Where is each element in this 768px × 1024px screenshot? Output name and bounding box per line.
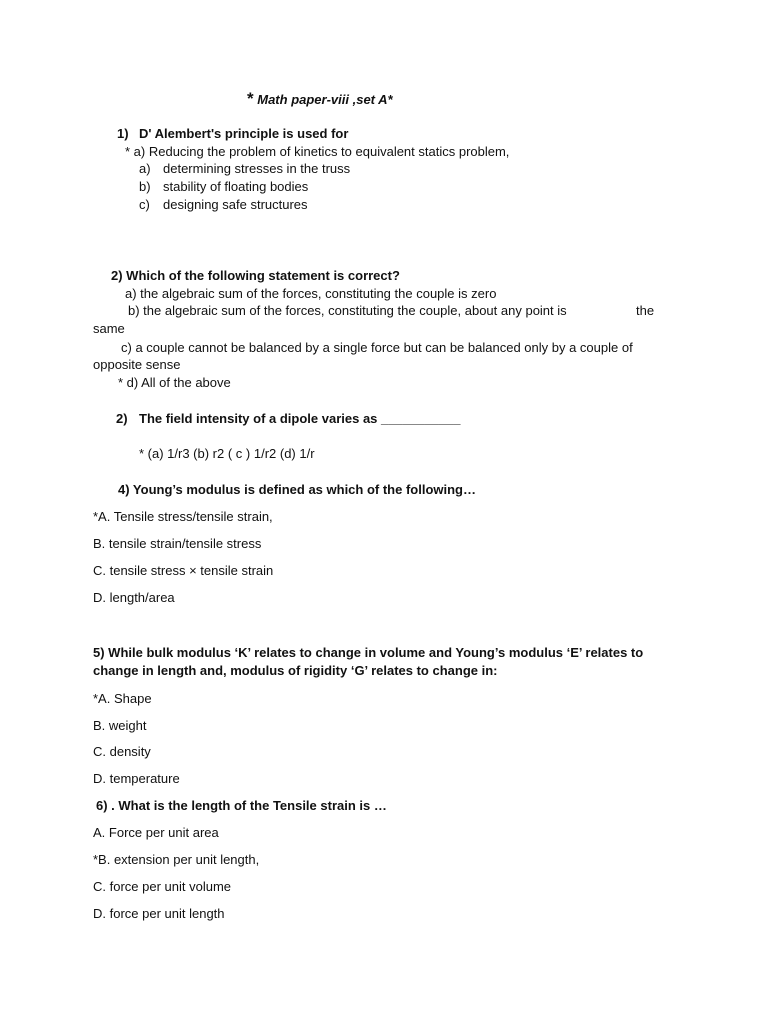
q6-option-d: D. force per unit length — [93, 906, 225, 921]
q5-text-line2: change in length and, modulus of rigidity ‘G’ relates to change in: — [93, 663, 498, 678]
q3-text: The field intensity of a dipole varies as ___________ — [139, 411, 461, 426]
title-star: * — [247, 89, 254, 108]
q5-option-d: D. temperature — [93, 771, 180, 786]
q2-text: 2) Which of the following statement is correct? — [111, 268, 400, 283]
q2-option-b: b) the algebraic sum of the forces, constituting the couple, about any point is — [128, 303, 567, 318]
q5-text-line1: 5) While bulk modulus ‘K’ relates to change in volume and Young’s modulus ‘E’ relates to — [93, 645, 644, 660]
q2-option-a: a) the algebraic sum of the forces, constituting the couple is zero — [125, 286, 497, 301]
q2-option-c-cont: opposite sense — [93, 357, 181, 372]
q1-option-a: determining stresses in the truss — [163, 161, 351, 176]
q1-number: 1) — [117, 126, 129, 141]
q1-option-a-letter: a) — [139, 161, 151, 176]
q3-number: 2) — [116, 411, 128, 426]
q1-text: D' Alembert's principle is used for — [139, 126, 349, 141]
q5-option-a: *A. Shape — [93, 691, 152, 706]
paper-title — [247, 91, 393, 108]
q5-option-b: B. weight — [93, 718, 147, 733]
q4-option-b: B. tensile strain/tensile stress — [93, 536, 262, 551]
q6-option-b: *B. extension per unit length, — [93, 852, 260, 867]
q2-option-c: c) a couple cannot be balanced by a single force but can be balanced only by a couple of — [121, 340, 633, 355]
q1-option-b-letter: b) — [139, 179, 151, 194]
q2-option-b-the: the — [636, 303, 655, 318]
title-text: Math paper-viii ,set A* — [257, 92, 393, 107]
q1-option-c: designing safe structures — [163, 197, 308, 212]
q6-text: 6) . What is the length of the Tensile strain is … — [96, 798, 387, 813]
q1-option-c-letter: c) — [139, 197, 150, 212]
q5-option-c: C. density — [93, 744, 151, 759]
q6-option-c: C. force per unit volume — [93, 879, 232, 894]
q2-option-b-cont: same — [93, 321, 125, 336]
q1-answer: * a) Reducing the problem of kinetics to equivalent statics problem, — [125, 144, 510, 159]
q6-option-a: A. Force per unit area — [93, 825, 219, 840]
q3-options: * (a) 1/r3 (b) r2 ( c ) 1/r2 (d) 1/r — [139, 446, 315, 461]
q4-option-a: *A. Tensile stress/tensile strain, — [93, 509, 273, 524]
q4-text: 4) Young’s modulus is defined as which of the following… — [118, 482, 476, 497]
q1-option-b: stability of floating bodies — [163, 179, 309, 194]
q4-option-d: D. length/area — [93, 590, 175, 605]
q4-option-c: C. tensile stress × tensile strain — [93, 563, 274, 578]
q2-option-d: * d) All of the above — [118, 375, 231, 390]
